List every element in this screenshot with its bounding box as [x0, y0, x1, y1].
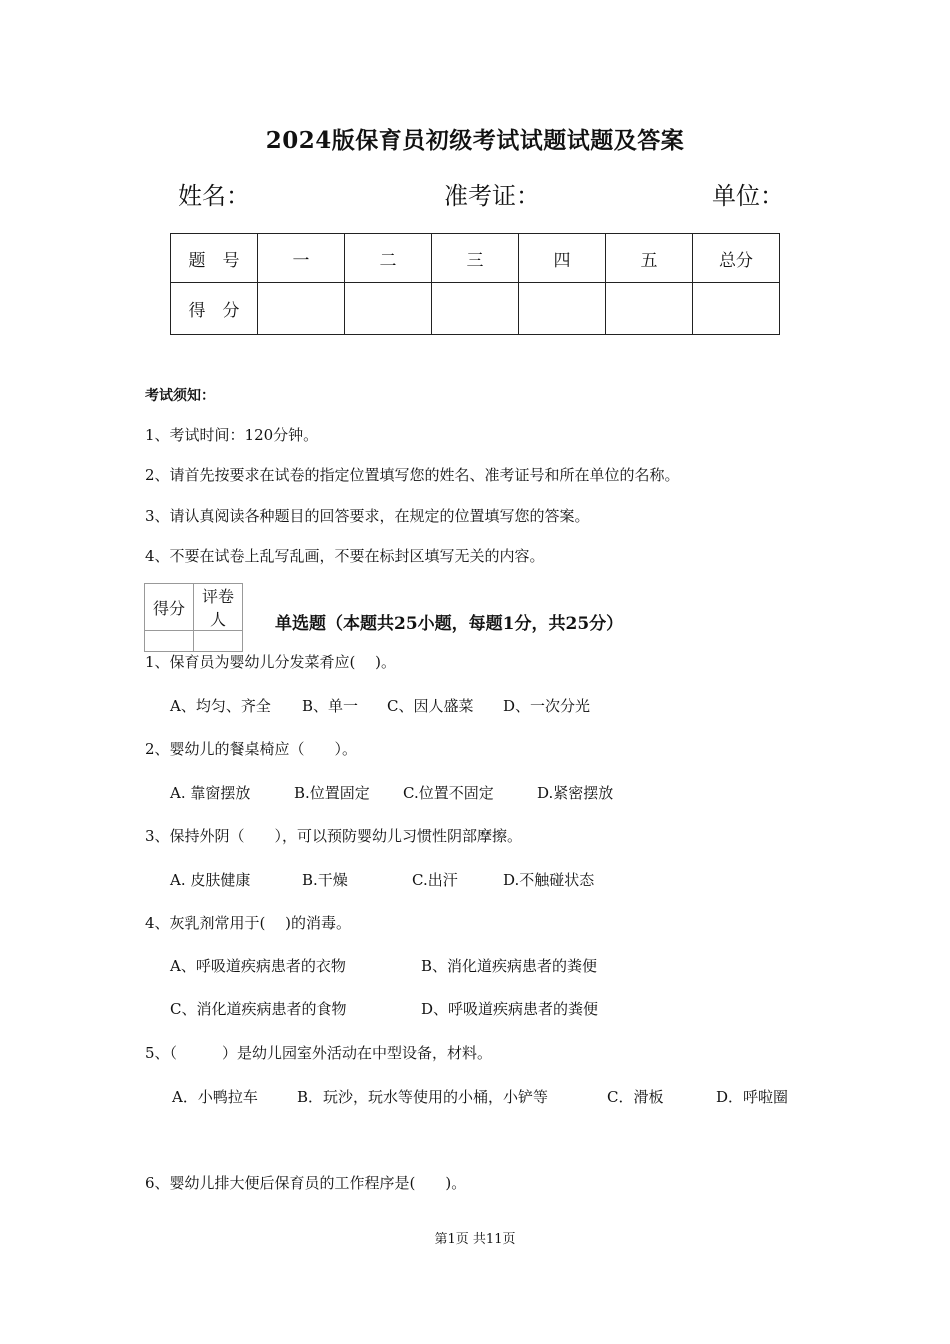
- option: C.位置不固定: [403, 784, 494, 802]
- unit-field-label: 单位：: [712, 182, 784, 210]
- option: A．小鸭拉车: [172, 1088, 258, 1106]
- option: B.干燥: [302, 871, 348, 889]
- header-cell: 五: [606, 234, 693, 283]
- grader-box: [144, 583, 243, 652]
- option: D、一次分光: [503, 697, 591, 715]
- header-cell: 总分: [693, 234, 780, 283]
- option: A、均匀、齐全: [170, 697, 271, 715]
- option: A. 靠窗摆放: [170, 784, 251, 802]
- grader-reviewer-label: 评卷人: [194, 584, 243, 631]
- option: B.位置固定: [294, 784, 370, 802]
- option: B、消化道疾病患者的粪便: [421, 957, 598, 975]
- question-stem: 5、（ ）是幼儿园室外活动在中型设备，材料。: [145, 1044, 493, 1062]
- option: D、呼吸道疾病患者的粪便: [421, 1000, 599, 1018]
- notice-item: 3、请认真阅读各种题目的回答要求，在规定的位置填写您的答案。: [145, 507, 590, 525]
- header-cell: 四: [519, 234, 606, 283]
- page-footer: 第1页 共11页: [434, 1232, 516, 1247]
- grader-reviewer-cell: [194, 631, 243, 652]
- option: D.不触碰状态: [503, 871, 595, 889]
- score-cell: [519, 283, 606, 335]
- row-label-cell: 得 分: [171, 283, 258, 335]
- question-stem: 4、灰乳剂常用于( )的消毒。: [145, 914, 352, 932]
- question-stem: 3、保持外阴（ ），可以预防婴幼儿习惯性阴部摩擦。: [145, 827, 523, 845]
- question-stem: 2、婴幼儿的餐桌椅应（ ）。: [145, 740, 358, 758]
- page-title: 2024版保育员初级考试试题试题及答案: [265, 127, 685, 154]
- option: C、因人盛菜: [387, 697, 474, 715]
- score-cell: [345, 283, 432, 335]
- notice-item: 1、考试时间：120分钟。: [145, 426, 319, 444]
- question-stem: 1、保育员为婴幼儿分发菜肴应( )。: [145, 653, 397, 671]
- header-cell: 一: [258, 234, 345, 283]
- option: C．滑板: [607, 1088, 664, 1106]
- option: A. 皮肤健康: [170, 871, 251, 889]
- option: B、单一: [302, 697, 359, 715]
- name-field-label: 姓名：: [178, 182, 250, 210]
- option: C、消化道疾病患者的食物: [170, 1000, 347, 1018]
- score-cell: [606, 283, 693, 335]
- option: D.紧密摆放: [537, 784, 614, 802]
- score-table: [170, 233, 780, 335]
- header-cell: 二: [345, 234, 432, 283]
- score-cell: [258, 283, 345, 335]
- score-table-score-row: [171, 283, 780, 335]
- exam-id-field-label: 准考证：: [444, 182, 540, 210]
- header-cell: 题 号: [171, 234, 258, 283]
- option: C.出汗: [412, 871, 458, 889]
- notice-item: 2、请首先按要求在试卷的指定位置填写您的姓名、准考证号和所在单位的名称。: [145, 466, 680, 484]
- score-cell: [432, 283, 519, 335]
- section-title: 单选题（本题共25小题，每题1分，共25分）: [275, 614, 624, 634]
- grader-score-cell: [145, 631, 194, 652]
- grader-score-label: 得分: [145, 584, 194, 631]
- header-cell: 三: [432, 234, 519, 283]
- notice-item: 4、不要在试卷上乱写乱画，不要在标封区填写无关的内容。: [145, 547, 545, 565]
- option: D．呼啦圈: [716, 1088, 789, 1106]
- score-table-header-row: [171, 234, 780, 283]
- option: B．玩沙，玩水等使用的小桶，小铲等: [297, 1088, 549, 1106]
- notice-title: 考试须知：: [145, 388, 215, 404]
- option: A、呼吸道疾病患者的衣物: [170, 957, 346, 975]
- score-cell: [693, 283, 780, 335]
- question-stem: 6、婴幼儿排大便后保育员的工作程序是( )。: [145, 1174, 467, 1192]
